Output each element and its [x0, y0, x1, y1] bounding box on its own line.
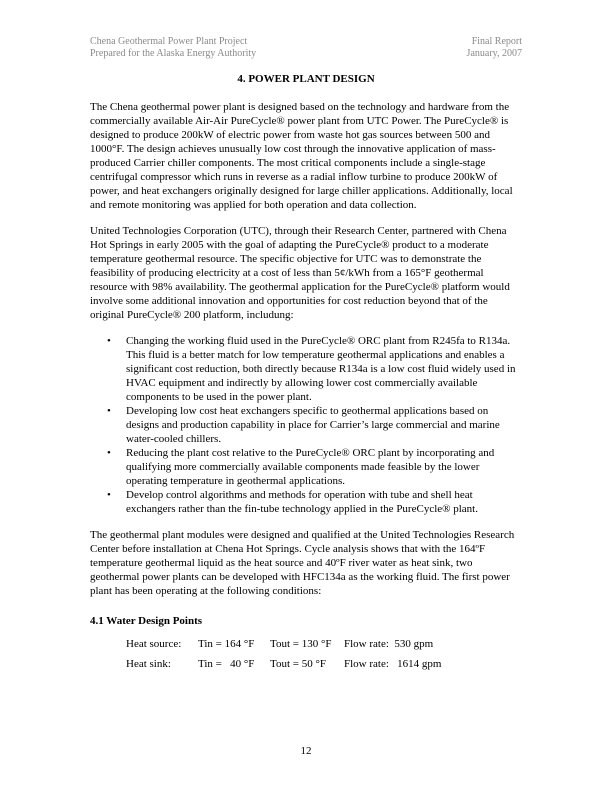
- design-point-tout: Tout = 50 °F: [270, 658, 326, 670]
- design-point-flow: Flow rate: 1614 gpm: [344, 658, 442, 670]
- section-title: 4. POWER PLANT DESIGN: [237, 73, 375, 85]
- design-point-flow: Flow rate: 530 gpm: [344, 638, 434, 650]
- header-project-title: Chena Geothermal Power Plant Project: [90, 36, 248, 47]
- water-design-points-table: [126, 634, 522, 674]
- design-point-label: Heat source:: [126, 638, 182, 650]
- bullet-item: • Reducing the plant cost relative to the PureCycle® ORC plant by incorporating and qualifying more commercially available components made feasible by the lower operating temperature in geothermal applications.: [126, 446, 522, 488]
- design-point-tin: Tin = 164 °F: [198, 638, 255, 650]
- design-point-row-heat-sink: [126, 654, 522, 674]
- design-point-label: Heat sink:: [126, 658, 171, 670]
- page-number: 12: [300, 745, 312, 757]
- paragraph-intro: The Chena geothermal power plant is designed based on the technology and hardware from the commercially available Air-Air PureCycle® power plant from UTC Power. The PureCycle® is designed to produce 200kW of electric power from waste hot gas sources between 500 and 1000°F. The design achieves unusually low cost through the innovative application of mass-produced Carrier chiller components. The most critical components include a single-stage centrifugal compressor which runs in reverse as a radial inflow turbine to produce 200kW of power, and heat exchangers originally designed for large chiller applications. Additionally, local and remote monitoring was applied for both operation and data collection.: [90, 101, 513, 211]
- header-report-type: Final Report: [471, 36, 522, 47]
- subsection-title: 4.1 Water Design Points: [90, 615, 203, 627]
- design-point-row-heat-source: [126, 634, 522, 654]
- design-point-tout: Tout = 130 °F: [270, 638, 332, 650]
- page-body: [90, 72, 522, 674]
- bullet-item: • Changing the working fluid used in the PureCycle® ORC plant from R245fa to R134a. This fluid is a better match for low temperature geothermal applications and enables a significant cost reduction, both directly because R134a is a low cost fluid widely used in HVAC equipment and indirectly by allowing lower cost commercially available components to be used in the power plant.: [126, 334, 522, 404]
- header-date: January, 2007: [466, 48, 522, 59]
- paragraph-utc: United Technologies Corporation (UTC), through their Research Center, partnered with Chena Hot Springs in early 2005 with the goal of adapting the PureCycle® product to a moderate temperature geothermal resource. The specific objective for UTC was to demonstrate the feasibility of producing electricity at a cost of less than 5¢/kWh from a 165°F geothermal resource with 98% availability. The geothermal application for the PureCycle® platform would involve some additional innovation and opportunities for cost reduction beyond that of the original PureCycle® 200 platform, includung:: [90, 225, 510, 321]
- header-prepared-for: Prepared for the Alaska Energy Authority: [90, 48, 257, 59]
- paragraph-closing: The geothermal plant modules were designed and qualified at the United Technologies Research Center before installation at Chena Hot Springs. Cycle analysis shows that with the 164ºF temperature geothermal liquid as the heat source and 40ºF river water as heat sink, two geothermal power plants can be developed with HFC134a as the working fluid. The first power plant has been operating at the following conditions:: [90, 529, 515, 597]
- design-point-tin: Tin = 40 °F: [198, 658, 255, 670]
- bullet-item: • Developing low cost heat exchangers specific to geothermal applications based on designs and production capability in place for Carrier’s large commercial and marine water-cooled chillers.: [126, 404, 522, 446]
- innovation-bullet-list: [90, 334, 522, 516]
- running-header-left: [90, 36, 256, 60]
- running-header-right: [467, 36, 522, 60]
- bullet-item: • Develop control algorithms and methods for operation with tube and shell heat exchangers rather than the fin-tube technology applied in the PureCycle® plant.: [126, 488, 522, 516]
